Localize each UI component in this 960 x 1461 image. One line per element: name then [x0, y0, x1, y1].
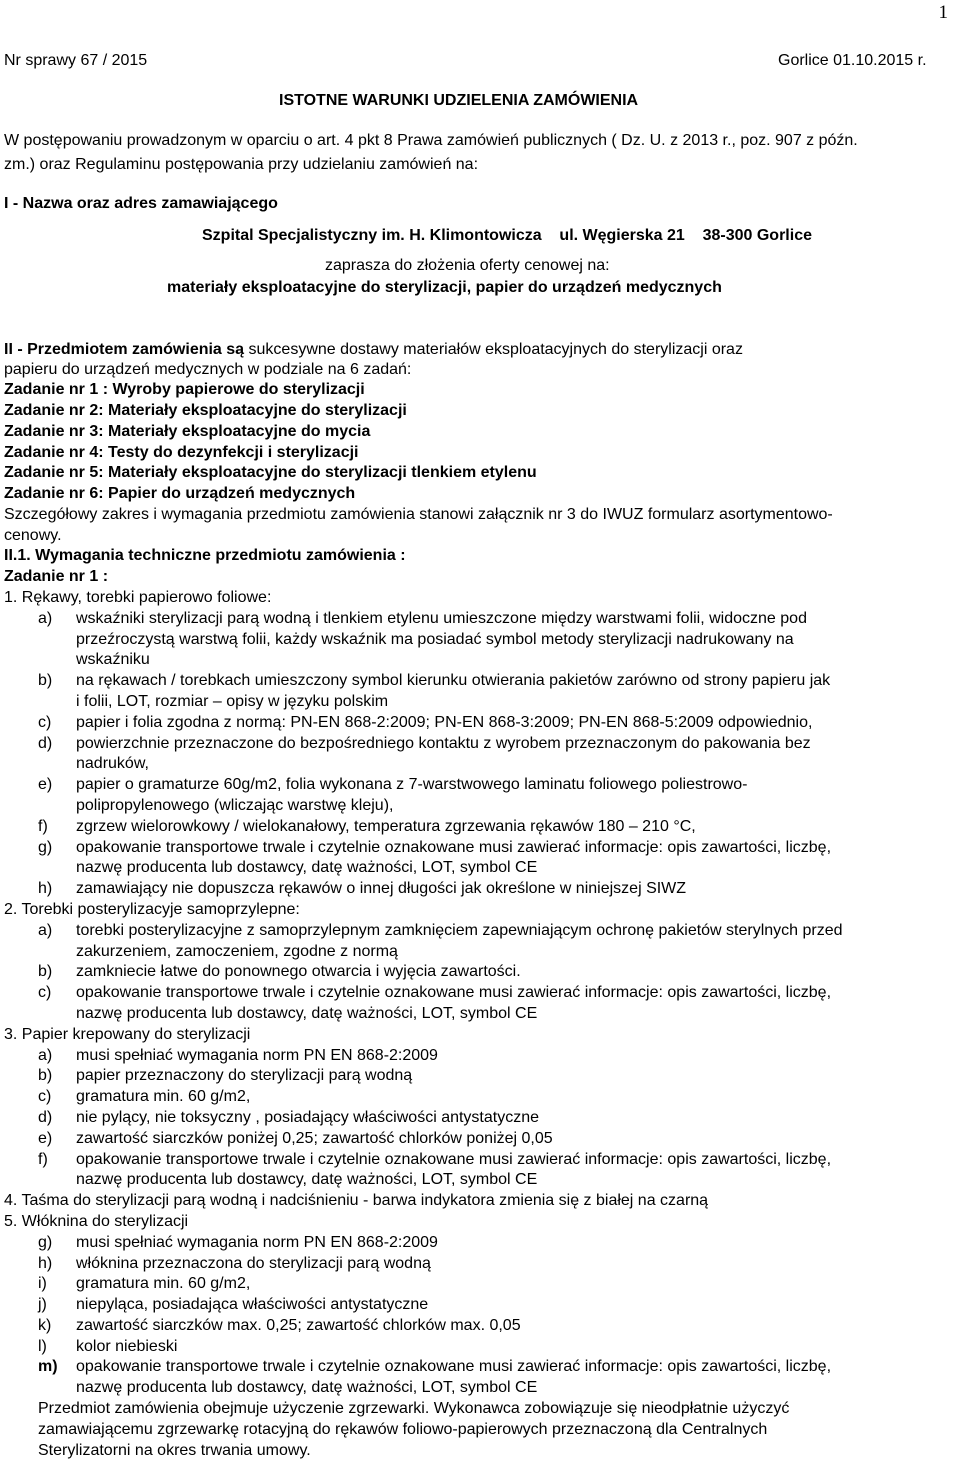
requirement-letter: c) [38, 1088, 52, 1106]
requirement-line [0, 1004, 945, 1025]
requirement-line [0, 983, 945, 1004]
requirement-line [0, 630, 945, 651]
requirement-letter: f) [38, 817, 48, 835]
requirement-text: włóknina przeznaczona do sterylizacji parą wodną [76, 1254, 431, 1272]
details-text-cont: cenowy. [4, 527, 62, 544]
requirement-letter: h) [38, 1254, 53, 1272]
requirement-letter: g) [38, 838, 53, 856]
requirement-letter: l) [38, 1337, 47, 1355]
task-item: Zadanie nr 3: Materiały eksploatacyjne do mycia [4, 423, 371, 440]
task-item: Zadanie nr 1 : Wyroby papierowe do sterylizacji [4, 381, 365, 398]
requirement-text: torebki posterylizacyjne z samoprzylepnym zamknięciem zapewniającym ochronę pakietów sterylnych przed [76, 921, 843, 939]
note-text: zamawiającemu zgrzewarkę rotacyjną do rękawów foliowo-papierowych przeznaczoną dla Centralnych [38, 1420, 768, 1438]
requirement-letter: g) [38, 1233, 53, 1251]
task-item: Zadanie nr 5: Materiały eksploatacyjne do sterylizacji tlenkiem etylenu [4, 464, 537, 481]
requirement-text: nazwę producenta lub dostawcy, datę ważności, LOT, symbol CE [76, 1004, 538, 1022]
group-heading-text: 3. Papier krepowany do sterylizacji [4, 1025, 251, 1043]
requirement-text: musi spełniać wymagania norm PN EN 868-2:2009 [76, 1046, 438, 1064]
requirement-line [0, 879, 945, 900]
note-line [0, 1441, 945, 1461]
group-heading-text: 4. Taśma do sterylizacji parą wodną i nadciśnieniu - barwa indykatora zmienia się z białej na czarną [4, 1192, 709, 1210]
requirement-text: zgrzew wielorowkowy / wielokanałowy, temperatura zgrzewania rękawów 180 – 210 °C, [76, 817, 696, 835]
requirement-letter: b) [38, 1067, 53, 1085]
group-heading-text: 5. Włóknina do sterylizacji [4, 1212, 189, 1230]
section-2-prefix: II - Przedmiotem zamówienia są [4, 341, 245, 358]
requirement-text: zamkniecie łatwe do ponownego otwarcia i wyjęcia zawartości. [76, 963, 521, 981]
requirement-group-heading [0, 1212, 945, 1233]
contracting-authority-address: Szpital Specjalistyczny im. H. Klimontowicza ul. Węgierska 21 38-300 Gorlice [202, 227, 812, 244]
requirement-text: opakowanie transportowe trwale i czytelnie oznakowane musi zawierać informacje: opis zawartości, liczbę, [76, 1150, 832, 1168]
requirement-letter: e) [38, 1129, 53, 1147]
task-item: Zadanie nr 2: Materiały eksploatacyjne do sterylizacji [4, 402, 407, 419]
document-title: ISTOTNE WARUNKI UDZIELENIA ZAMÓWIENIA [279, 92, 639, 109]
requirement-text: opakowanie transportowe trwale i czytelnie oznakowane musi zawierać informacje: opis zawartości, liczbę, [76, 984, 832, 1002]
requirement-letter: a) [38, 609, 53, 627]
requirement-text: przeźroczystą warstwą folii, każdy wskaźnik ma posiadać symbol metody sterylizacji nadrukowany na [76, 630, 794, 648]
requirement-line [0, 1233, 945, 1254]
requirement-line [0, 858, 945, 879]
note-text: Przedmiot zamówienia obejmuje użyczenie zgrzewarki. Wykonawca zobowiązuje się nieodpłatnie użyczyć [38, 1400, 790, 1418]
requirement-text: opakowanie transportowe trwale i czytelnie oznakowane musi zawierać informacje: opis zawartości, liczbę, [76, 1358, 832, 1376]
requirement-letter: d) [38, 1108, 53, 1126]
requirement-line [0, 650, 945, 671]
requirement-line [0, 1150, 945, 1171]
task-item: Zadanie nr 6: Papier do urządzeń medycznych [4, 485, 356, 502]
note-line [0, 1420, 945, 1441]
requirement-letter: b) [38, 963, 53, 981]
order-subject: materiały eksploatacyjne do sterylizacji, papier do urządzeń medycznych [167, 279, 722, 296]
requirement-text: papier i folia zgodna z normą: PN-EN 868-2:2009; PN-EN 868-3:2009; PN-EN 868-5:2009 odpowiednio, [76, 713, 813, 731]
requirement-text: kolor niebieski [76, 1337, 178, 1355]
requirement-line [0, 1254, 945, 1275]
requirement-group-heading [0, 900, 945, 921]
requirement-text: zawartość siarczków poniżej 0,25; zawartość chlorków poniżej 0,05 [76, 1129, 553, 1147]
requirement-text: niepyląca, posiadająca właściwości antystatyczne [76, 1296, 429, 1314]
requirement-letter: a) [38, 921, 53, 939]
requirement-group-heading [0, 1191, 945, 1212]
requirement-line [0, 671, 945, 692]
requirement-line [0, 1046, 945, 1067]
requirement-letter: h) [38, 880, 53, 898]
requirement-line [0, 1129, 945, 1150]
requirement-text: i folii, LOT, rozmiar – opisy w języku polskim [76, 692, 389, 710]
requirement-letter: k) [38, 1316, 52, 1334]
requirement-text: musi spełniać wymagania norm PN EN 868-2:2009 [76, 1233, 438, 1251]
requirement-line [0, 942, 945, 963]
note-text: Sterylizatorni na okres trwania umowy. [38, 1441, 311, 1459]
requirement-text: nie pylący, nie toksyczny , posiadający właściwości antystatyczne [76, 1108, 540, 1126]
requirement-line [0, 713, 945, 734]
requirement-line [0, 692, 945, 713]
place-date: Gorlice 01.10.2015 r. [778, 52, 927, 69]
section-1-heading: I - Nazwa oraz adres zamawiającego [4, 195, 278, 212]
requirement-letter: e) [38, 776, 53, 794]
requirement-line [0, 796, 945, 817]
requirement-line [0, 1295, 945, 1316]
invitation-text: zaprasza do złożenia oferty cenowej na: [325, 257, 610, 274]
requirement-line [0, 817, 945, 838]
requirement-line [0, 1274, 945, 1295]
note-line [0, 1399, 945, 1420]
requirements-list [0, 588, 945, 1461]
task-1-heading: Zadanie nr 1 : [4, 568, 109, 585]
requirement-letter: c) [38, 984, 52, 1002]
requirement-line [0, 1087, 945, 1108]
requirement-line [0, 838, 945, 859]
requirement-text: papier o gramaturze 60g/m2, folia wykonana z 7-warstwowego laminatu foliowego poliestrowo- [76, 776, 748, 794]
page-number: 1 [938, 2, 948, 23]
requirement-line [0, 1066, 945, 1087]
requirement-line [0, 1337, 945, 1358]
details-text: Szczegółowy zakres i wymagania przedmiotu zamówienia stanowi załącznik nr 3 do IWUZ formularz asortymentowo- [4, 506, 833, 523]
section-2-intro [4, 340, 743, 360]
requirement-line [0, 754, 945, 775]
requirement-text: zawartość siarczków max. 0,25; zawartość chlorków max. 0,05 [76, 1316, 521, 1334]
group-heading-text: 2. Torebki posterylizacyje samoprzylepne: [4, 900, 300, 918]
requirement-letter: i) [38, 1275, 47, 1293]
requirement-letter: d) [38, 734, 53, 752]
intro-line: zm.) oraz Regulaminu postępowania przy udzielaniu zamówień na: [4, 156, 479, 173]
task-item: Zadanie nr 4: Testy do dezynfekcji i sterylizacji [4, 444, 359, 461]
requirement-text: polipropylenowego (wliczając warstwę kleju), [76, 796, 394, 814]
requirement-group-heading [0, 588, 945, 609]
requirement-text: nazwę producenta lub dostawcy, datę ważności, LOT, symbol CE [76, 1379, 538, 1397]
requirement-group-heading [0, 1025, 945, 1046]
requirement-line [0, 1170, 945, 1191]
requirement-line [0, 609, 945, 630]
requirement-text: zakurzeniem, zamoczeniem, zgodne z normą [76, 942, 398, 960]
requirement-text: opakowanie transportowe trwale i czytelnie oznakowane musi zawierać informacje: opis zawartości, liczbę, [76, 838, 832, 856]
intro-line: W postępowaniu prowadzonym w oparciu o art. 4 pkt 8 Prawa zamówień publicznych ( Dz. U. z 2013 r., poz. 907 z późn. [4, 132, 858, 149]
requirement-text: na rękawach / torebkach umieszczony symbol kierunku otwierania pakietów zarówno od strony papieru jak [76, 672, 831, 690]
requirement-text: papier przeznaczony do sterylizacji parą wodną [76, 1067, 413, 1085]
requirement-text: zamawiający nie dopuszcza rękawów o innej długości jak określone w niniejszej SIWZ [76, 880, 687, 898]
requirement-text: gramatura min. 60 g/m2, [76, 1088, 251, 1106]
technical-requirements-heading: II.1. Wymagania techniczne przedmiotu zamówienia : [4, 547, 406, 564]
requirement-line [0, 962, 945, 983]
group-heading-text: 1. Rękawy, torebki papierowo foliowe: [4, 589, 272, 606]
section-2-rest: sukcesywne dostawy materiałów eksploatacyjnych do sterylizacji oraz [244, 341, 743, 358]
requirement-letter: j) [38, 1296, 47, 1314]
requirement-letter: c) [38, 713, 52, 731]
requirement-letter: b) [38, 672, 53, 690]
requirement-text: powierzchnie przeznaczone do bezpośredniego kontaktu z wyrobem przeznaczonym do pakowania bez [76, 734, 811, 752]
requirement-line [0, 921, 945, 942]
requirement-line [0, 734, 945, 755]
requirement-text: wskaźniku [76, 651, 150, 669]
requirement-line [0, 1378, 945, 1399]
requirement-text: nadruków, [76, 755, 149, 773]
requirement-text: nazwę producenta lub dostawcy, datę ważności, LOT, symbol CE [76, 859, 538, 877]
requirement-letter: f) [38, 1150, 48, 1168]
requirement-text: nazwę producenta lub dostawcy, datę ważności, LOT, symbol CE [76, 1171, 538, 1189]
requirement-line [0, 775, 945, 796]
requirement-text: wskaźniki sterylizacji parą wodną i tlenkiem etylenu umieszczone między warstwami folii, widoczne pod [76, 609, 807, 627]
requirement-line [0, 1316, 945, 1337]
section-2-intro-cont: papieru do urządzeń medycznych w podziale na 6 zadań: [4, 361, 412, 378]
requirement-letter: m) [38, 1358, 58, 1376]
requirement-line [0, 1108, 945, 1129]
case-number: Nr sprawy 67 / 2015 [4, 52, 148, 69]
requirement-text: gramatura min. 60 g/m2, [76, 1275, 251, 1293]
requirement-letter: a) [38, 1046, 53, 1064]
requirement-line [0, 1357, 945, 1378]
